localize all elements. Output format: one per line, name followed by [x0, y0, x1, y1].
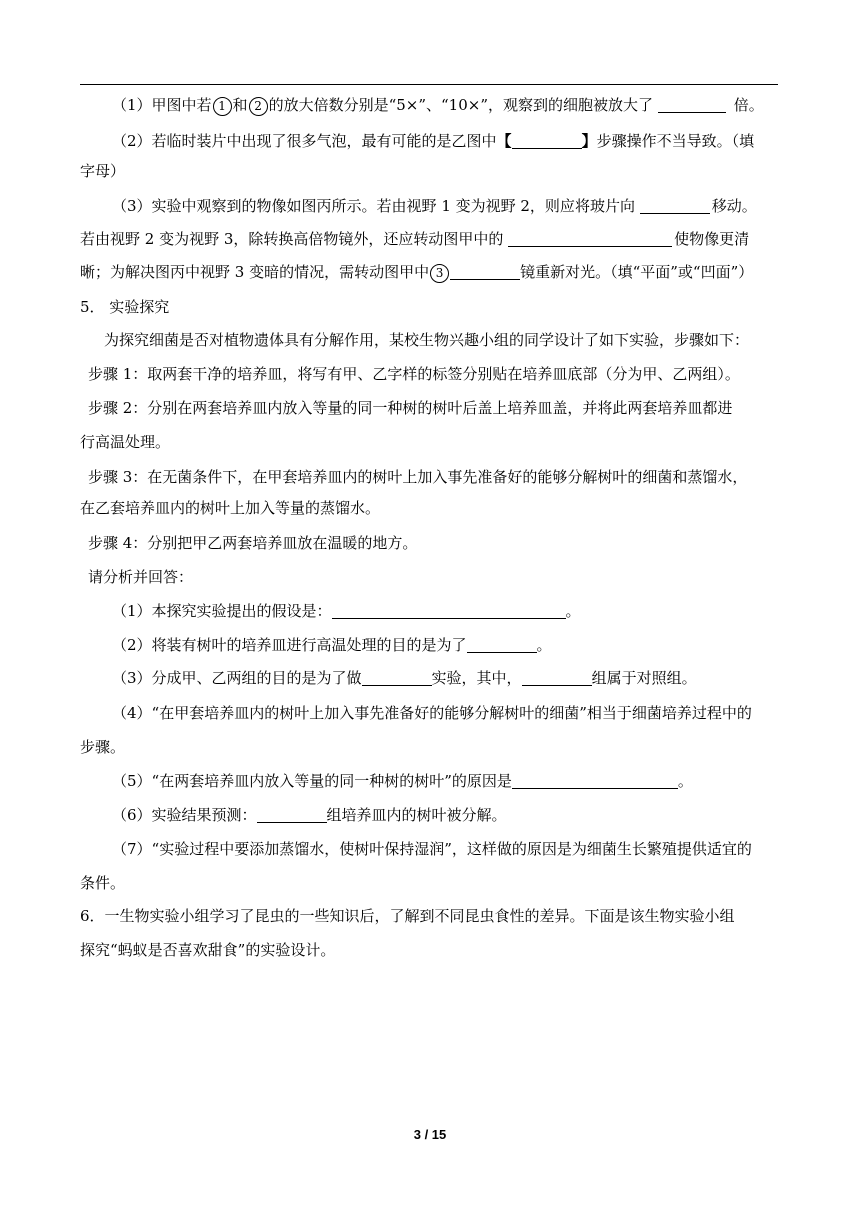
answer-blank[interactable] — [522, 669, 592, 686]
q5-step1: 步骤 1：取两套干净的培养皿，将写有甲、乙字样的标签分别贴在培养皿底部（分为甲、乙两组）。 — [88, 365, 740, 383]
q4-part3-line3 — [80, 262, 778, 283]
circled-number-3: 3 — [430, 264, 449, 283]
q4-part3-text-4: 使物像更清 — [674, 230, 750, 248]
q4-part3-text-5: 晰；为解决图丙中视野 3 变暗的情况，需转动图甲中 — [80, 263, 430, 281]
q5-step2-line2: 行高温处理。 — [80, 433, 171, 451]
answer-blank[interactable] — [658, 96, 726, 113]
q5-ask: 请分析并回答： — [88, 568, 194, 586]
answer-blank[interactable] — [450, 263, 520, 280]
q5-answer-6-end: 组培养皿内的树叶被分解。 — [326, 806, 507, 824]
answer-blank[interactable] — [508, 230, 672, 247]
q4-part3-line2 — [80, 229, 778, 249]
q5-step3-line1: 步骤 3：在无菌条件下，在甲套培养皿内的树叶上加入事先准备好的能够分解树叶的细菌和蒸馏水， — [88, 468, 748, 486]
q5-answer-3-text-2: 实验，其中， — [431, 669, 522, 687]
q4-part1-end: 倍。 — [733, 96, 764, 114]
q4-part1-text: （1）甲图中若 — [112, 96, 212, 114]
q4-part3-text: （3）实验中观察到的物像如图丙所示。若由视野 1 变为视野 2，则应将玻片向 — [112, 197, 640, 215]
q5-answer-5-text: （5）“在两套培养皿内放入等量的同一种树的树叶”的原因是 — [112, 772, 512, 790]
q4-part2-text: （2）若临时装片中出现了很多气泡，最有可能的是乙图中 — [112, 132, 497, 150]
right-bracket: 】 — [581, 132, 597, 150]
q5-answer-4-line2: 步骤。 — [80, 738, 126, 756]
q4-part2-text-2: 步骤操作不当导致。（填 — [596, 132, 755, 150]
q5-answer-7-line2: 条件。 — [80, 874, 126, 892]
q5-answer-2 — [80, 635, 778, 655]
left-bracket: 【 — [496, 132, 512, 150]
q5-answer-3 — [80, 668, 778, 688]
answer-blank[interactable] — [467, 636, 537, 653]
q4-part1 — [80, 95, 778, 116]
q5-answer-5 — [80, 771, 778, 791]
q4-part1-and: 和 — [232, 96, 248, 114]
circled-number-2: 2 — [249, 97, 268, 116]
q5-step4: 步骤 4：分别把甲乙两套培养皿放在温暖的地方。 — [88, 534, 418, 552]
q6-line1: 6．一生物实验小组学习了昆虫的一些知识后，了解到不同昆虫食性的差异。下面是该生物实验小组 — [80, 907, 735, 925]
answer-blank[interactable] — [362, 669, 432, 686]
q4-part3-text-6: 镜重新对光。（填“平面”或“凹面”） — [520, 263, 754, 281]
circled-number-1: 1 — [213, 97, 232, 116]
q5-answer-7-line1: （7）“实验过程中要添加蒸馏水，使树叶保持湿润”，这样做的原因是为细菌生长繁殖提供适宜的 — [112, 840, 752, 858]
q5-title: 5． 实验探究 — [80, 298, 170, 316]
q5-answer-2-text: （2）将装有树叶的培养皿进行高温处理的目的是为了 — [112, 636, 467, 654]
q6-line2: 探究“蚂蚁是否喜欢甜食”的实验设计。 — [80, 941, 336, 959]
answer-blank[interactable] — [512, 772, 678, 789]
answer-blank[interactable] — [512, 132, 582, 149]
q4-part1-text-2: 的放大倍数分别是“5×”、“10×”，观察到的细胞被放大了 — [268, 96, 658, 114]
q4-part3-line1 — [80, 196, 778, 216]
header-rule — [80, 84, 778, 85]
q5-answer-5-end: 。 — [677, 772, 693, 790]
q5-answer-3-text: （3）分成甲、乙两组的目的是为了做 — [112, 669, 362, 687]
q5-step2-line1: 步骤 2：分别在两套培养皿内放入等量的同一种树的树叶后盖上培养皿盖，并将此两套培养皿都进 — [88, 399, 733, 417]
q4-part3-text-3: 若由视野 2 变为视野 3，除转换高倍物镜外，还应转动图甲中的 — [80, 230, 509, 248]
q5-answer-1-text: （1）本探究实验提出的假设是： — [112, 602, 332, 620]
q5-answer-1-end: 。 — [565, 602, 581, 620]
q4-part2 — [80, 131, 778, 151]
answer-blank[interactable] — [257, 806, 327, 823]
q5-intro: 为探究细菌是否对植物遗体具有分解作用，某校生物兴趣小组的同学设计了如下实验，步骤如下： — [104, 331, 750, 349]
page-number: 3 / 15 — [413, 1127, 447, 1142]
q5-answer-2-end: 。 — [536, 636, 552, 654]
q5-answer-6-text: （6）实验结果预测： — [112, 806, 257, 824]
q4-part2-cont: 字母） — [80, 162, 126, 180]
q5-answer-6 — [80, 805, 778, 825]
q5-answer-4-line1: （4）“在甲套培养皿内的树叶上加入事先准备好的能够分解树叶的细菌”相当于细菌培养过程中的 — [112, 704, 752, 722]
q5-answer-1 — [80, 601, 778, 621]
answer-blank[interactable] — [640, 197, 710, 214]
q4-part3-text-2: 移动。 — [711, 197, 757, 215]
q5-step3-line2: 在乙套培养皿内的树叶上加入等量的蒸馏水。 — [80, 499, 381, 517]
answer-blank[interactable] — [332, 602, 566, 619]
q5-answer-3-end: 组属于对照组。 — [591, 669, 697, 687]
